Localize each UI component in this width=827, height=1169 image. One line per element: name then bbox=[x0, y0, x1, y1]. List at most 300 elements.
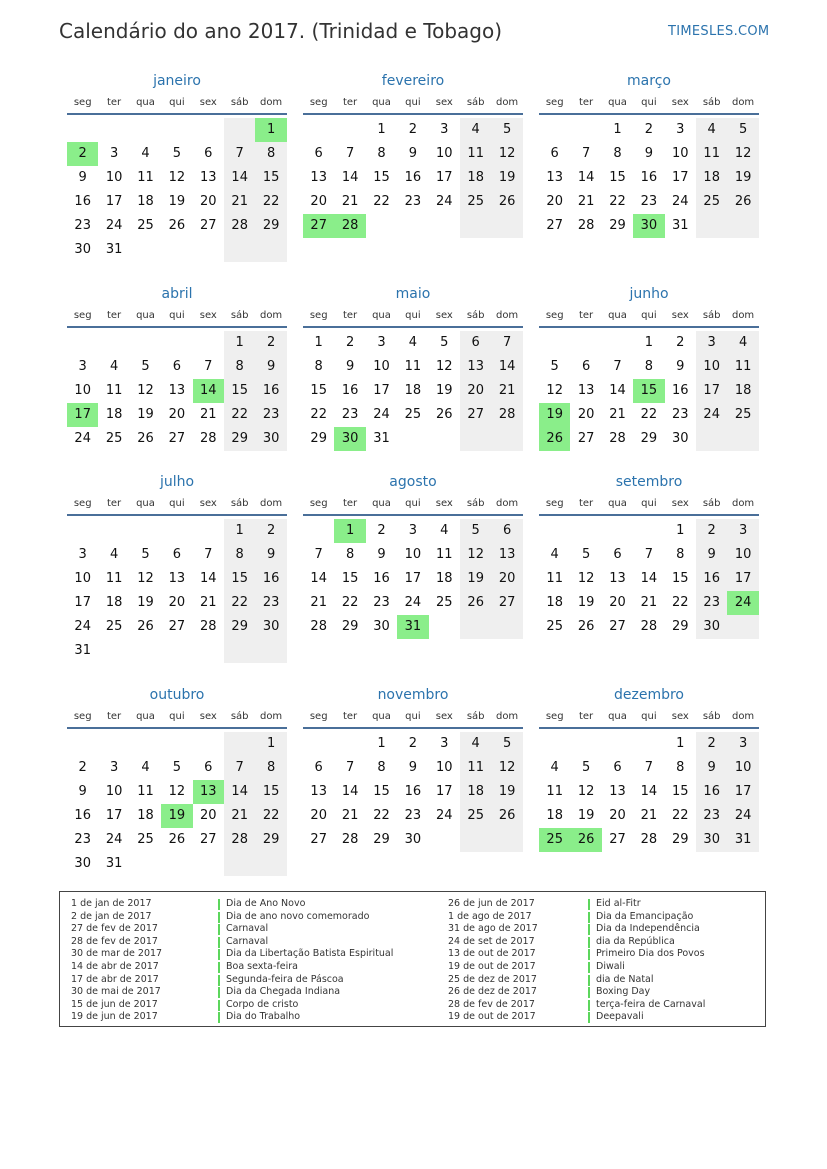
day-cell: 17 bbox=[436, 170, 453, 185]
day-cell: 5 bbox=[141, 547, 150, 562]
weekday-label: ter bbox=[342, 97, 358, 108]
legend-marker bbox=[218, 949, 220, 960]
day-cell: 29 bbox=[609, 218, 626, 233]
day-cell: 12 bbox=[577, 571, 595, 586]
legend-date: 1 de ago de 2017 bbox=[448, 910, 532, 922]
day-cell: 20 bbox=[491, 567, 522, 591]
day-cell: 7 bbox=[224, 142, 255, 166]
day-cell: 17 bbox=[727, 567, 758, 591]
day-cell: 14 bbox=[341, 784, 359, 799]
weekday-header bbox=[539, 310, 759, 324]
day-cell: 3 bbox=[78, 547, 87, 562]
day-cell: 24 bbox=[373, 407, 390, 422]
day-cell: 9 bbox=[408, 760, 418, 775]
header-rule bbox=[539, 727, 759, 729]
legend-holiday-name: Dia da Chegada Indiana bbox=[226, 986, 341, 998]
empty-weekend-cell bbox=[460, 214, 491, 238]
legend-marker bbox=[588, 924, 590, 935]
day-cell: 24 bbox=[727, 804, 758, 828]
legend-holiday-name: Eid al-Fitr bbox=[596, 898, 641, 909]
weekday-label: qui bbox=[405, 498, 421, 509]
day-cell: 25 bbox=[137, 832, 154, 847]
day-cell: 5 bbox=[581, 547, 591, 562]
weekday-label: sex bbox=[671, 498, 689, 509]
day-cell: 5 bbox=[491, 118, 522, 142]
day-cell: 23 bbox=[672, 407, 689, 422]
day-cell: 7 bbox=[581, 146, 591, 161]
legend-marker bbox=[218, 975, 220, 986]
day-cell: 3 bbox=[78, 359, 87, 374]
day-cell: 30 bbox=[404, 832, 422, 847]
day-cell: 14 bbox=[341, 170, 359, 185]
day-cell: 15 bbox=[224, 567, 255, 591]
day-cell: 30 bbox=[373, 619, 390, 634]
day-cell: 3 bbox=[440, 122, 449, 137]
day-cell: 6 bbox=[314, 760, 323, 775]
empty-weekend-cell bbox=[255, 852, 286, 876]
day-cell: 19 bbox=[137, 595, 154, 610]
header-rule bbox=[539, 326, 759, 328]
day-cell: 20 bbox=[609, 595, 626, 610]
weekday-label: dom bbox=[731, 310, 755, 321]
day-cell: 28 bbox=[491, 403, 522, 427]
day-cell: 2 bbox=[408, 122, 418, 137]
day-cell: 20 bbox=[609, 808, 626, 823]
day-cell: 21 bbox=[640, 808, 658, 823]
day-cell: 25 bbox=[696, 190, 727, 214]
weekday-label: sáb bbox=[466, 498, 485, 509]
day-cell: 7 bbox=[204, 547, 213, 562]
legend-marker bbox=[218, 924, 220, 935]
day-cell: 9 bbox=[696, 543, 727, 567]
weekday-label: sáb bbox=[466, 310, 485, 321]
day-cell: 18 bbox=[460, 780, 491, 804]
day-cell: 26 bbox=[727, 190, 758, 214]
weekday-label: ter bbox=[342, 498, 358, 509]
legend-marker bbox=[218, 987, 220, 998]
day-cell: 13 bbox=[546, 170, 563, 185]
day-cell: 1 bbox=[334, 519, 365, 543]
day-cell: 7 bbox=[224, 756, 255, 780]
day-cell: 14 bbox=[224, 166, 255, 190]
day-cell: 4 bbox=[727, 331, 758, 355]
day-cell: 20 bbox=[310, 808, 327, 823]
day-cell: 15 bbox=[609, 170, 626, 185]
weekday-label: dom bbox=[731, 711, 755, 722]
day-cell: 5 bbox=[727, 118, 758, 142]
empty-weekend-cell bbox=[491, 427, 522, 451]
legend-date: 27 de fev de 2017 bbox=[71, 923, 158, 935]
day-cell: 9 bbox=[676, 359, 685, 374]
weekday-label: ter bbox=[106, 97, 122, 108]
day-cell: 13 bbox=[577, 383, 595, 398]
month-name: novembro bbox=[377, 687, 449, 703]
legend-marker bbox=[588, 912, 590, 923]
day-cell: 21 bbox=[577, 194, 595, 209]
day-cell: 15 bbox=[672, 784, 689, 799]
day-cell: 18 bbox=[546, 808, 563, 823]
legend-date: 26 de dez de 2017 bbox=[448, 986, 537, 998]
day-cell: 21 bbox=[640, 595, 658, 610]
weekday-label: dom bbox=[259, 711, 283, 722]
day-cell: 26 bbox=[577, 619, 595, 634]
weekday-label: seg bbox=[309, 711, 328, 722]
legend-date: 19 de out de 2017 bbox=[448, 1011, 536, 1023]
legend-date: 15 de jun de 2017 bbox=[71, 998, 158, 1010]
day-cell: 22 bbox=[373, 194, 390, 209]
day-cell: 24 bbox=[727, 591, 758, 615]
brand-link[interactable]: TIMESLES.COM bbox=[668, 24, 770, 39]
weekday-label: dom bbox=[495, 310, 519, 321]
weekday-label: sáb bbox=[702, 310, 721, 321]
day-cell: 15 bbox=[255, 166, 286, 190]
weekday-label: seg bbox=[309, 97, 328, 108]
day-cell: 1 bbox=[224, 331, 255, 355]
day-cell: 22 bbox=[224, 591, 255, 615]
weekday-label: sáb bbox=[230, 498, 249, 509]
weekday-label: ter bbox=[342, 310, 358, 321]
day-cell: 14 bbox=[310, 571, 327, 586]
weekday-label: seg bbox=[545, 310, 564, 321]
day-cell: 9 bbox=[78, 170, 87, 185]
legend-marker bbox=[218, 899, 220, 910]
header-rule bbox=[67, 514, 287, 516]
weekday-header bbox=[303, 97, 523, 111]
day-cell: 8 bbox=[314, 359, 323, 374]
day-cell: 15 bbox=[255, 780, 286, 804]
weekday-label: sáb bbox=[466, 711, 485, 722]
legend-date: 30 de mai de 2017 bbox=[71, 986, 161, 998]
day-cell: 2 bbox=[696, 519, 727, 543]
day-cell: 29 bbox=[341, 619, 359, 634]
day-cell: 1 bbox=[613, 122, 622, 137]
day-cell: 2 bbox=[345, 335, 355, 350]
day-cell: 9 bbox=[78, 784, 87, 799]
day-cell: 27 bbox=[546, 218, 563, 233]
day-cell: 24 bbox=[74, 619, 91, 634]
day-cell: 12 bbox=[727, 142, 758, 166]
day-cell: 8 bbox=[224, 355, 255, 379]
day-cell: 21 bbox=[310, 595, 327, 610]
weekday-label: seg bbox=[73, 310, 92, 321]
day-cell: 13 bbox=[491, 543, 522, 567]
weekday-label: seg bbox=[545, 711, 564, 722]
weekday-label: sex bbox=[435, 97, 453, 108]
day-cell: 27 bbox=[168, 431, 186, 446]
day-cell: 8 bbox=[644, 359, 654, 374]
day-cell: 26 bbox=[168, 832, 186, 847]
day-cell: 7 bbox=[613, 359, 622, 374]
day-cell: 11 bbox=[546, 571, 563, 586]
day-cell: 16 bbox=[640, 170, 658, 185]
legend-date: 24 de set de 2017 bbox=[448, 935, 535, 947]
day-cell: 12 bbox=[168, 170, 186, 185]
month-name: agosto bbox=[389, 474, 437, 490]
legend-marker bbox=[588, 987, 590, 998]
day-cell: 12 bbox=[436, 359, 453, 374]
day-cell: 9 bbox=[255, 543, 286, 567]
day-cell: 6 bbox=[314, 146, 323, 161]
weekday-label: seg bbox=[545, 498, 564, 509]
day-cell: 10 bbox=[105, 170, 123, 185]
day-cell: 22 bbox=[341, 595, 359, 610]
day-cell: 15 bbox=[373, 170, 390, 185]
day-cell: 3 bbox=[377, 335, 386, 350]
day-cell: 19 bbox=[577, 595, 595, 610]
day-cell: 26 bbox=[168, 218, 186, 233]
weekday-label: qui bbox=[641, 711, 657, 722]
day-cell: 21 bbox=[224, 804, 255, 828]
day-cell: 13 bbox=[193, 780, 224, 804]
day-cell: 15 bbox=[341, 571, 359, 586]
legend-holiday-name: Diwali bbox=[596, 961, 625, 972]
legend-date: 25 de dez de 2017 bbox=[448, 973, 537, 985]
weekday-label: sex bbox=[199, 711, 217, 722]
day-cell: 4 bbox=[141, 146, 150, 161]
day-cell: 28 bbox=[341, 832, 359, 847]
day-cell: 4 bbox=[460, 732, 491, 756]
day-cell: 20 bbox=[168, 595, 186, 610]
day-cell: 25 bbox=[105, 431, 123, 446]
day-cell: 9 bbox=[696, 756, 727, 780]
day-cell: 24 bbox=[672, 194, 689, 209]
day-cell: 20 bbox=[546, 194, 563, 209]
day-cell: 2 bbox=[676, 335, 685, 350]
legend-date: 1 de jan de 2017 bbox=[71, 898, 152, 909]
day-cell: 13 bbox=[200, 170, 217, 185]
weekday-label: seg bbox=[73, 498, 92, 509]
day-cell: 10 bbox=[373, 359, 390, 374]
day-cell: 16 bbox=[404, 170, 422, 185]
day-cell: 6 bbox=[613, 547, 622, 562]
day-cell: 25 bbox=[404, 407, 422, 422]
day-cell: 15 bbox=[672, 571, 689, 586]
weekday-label: sex bbox=[671, 97, 689, 108]
weekday-label: dom bbox=[259, 97, 283, 108]
day-cell: 30 bbox=[696, 828, 727, 852]
day-cell: 27 bbox=[460, 403, 491, 427]
day-cell: 18 bbox=[105, 407, 123, 422]
day-cell: 27 bbox=[303, 214, 334, 238]
day-cell: 4 bbox=[696, 118, 727, 142]
weekday-label: dom bbox=[495, 498, 519, 509]
legend-holiday-name: Boxing Day bbox=[596, 986, 651, 998]
empty-weekend-cell bbox=[460, 427, 491, 451]
day-cell: 18 bbox=[460, 166, 491, 190]
day-cell: 5 bbox=[440, 335, 449, 350]
day-cell: 19 bbox=[491, 780, 522, 804]
day-cell: 12 bbox=[491, 756, 522, 780]
day-cell: 6 bbox=[550, 146, 559, 161]
weekday-label: seg bbox=[309, 310, 328, 321]
weekday-header bbox=[67, 498, 287, 512]
day-cell: 12 bbox=[460, 543, 491, 567]
day-cell: 27 bbox=[491, 591, 522, 615]
day-cell: 4 bbox=[440, 523, 449, 538]
legend-holiday-name: Deepavali bbox=[596, 1011, 644, 1023]
day-cell: 9 bbox=[377, 547, 386, 562]
day-cell: 2 bbox=[78, 760, 87, 775]
legend-holiday-name: Dia da Emancipação bbox=[596, 910, 694, 922]
month-name: setembro bbox=[615, 474, 683, 490]
legend-marker bbox=[588, 899, 590, 910]
day-cell: 19 bbox=[539, 403, 570, 427]
weekday-label: sáb bbox=[702, 711, 721, 722]
weekday-label: qua bbox=[372, 711, 391, 722]
day-cell: 11 bbox=[404, 359, 422, 374]
day-cell: 16 bbox=[255, 567, 286, 591]
day-cell: 29 bbox=[310, 431, 327, 446]
weekday-label: seg bbox=[309, 498, 328, 509]
month-name: abril bbox=[161, 286, 193, 302]
weekday-label: qua bbox=[136, 97, 155, 108]
day-cell: 23 bbox=[74, 832, 91, 847]
weekday-header bbox=[67, 711, 287, 725]
empty-weekend-cell bbox=[491, 828, 522, 852]
day-cell: 5 bbox=[581, 760, 591, 775]
day-cell: 17 bbox=[105, 808, 123, 823]
day-cell: 18 bbox=[696, 166, 727, 190]
day-cell: 24 bbox=[105, 218, 123, 233]
day-cell: 16 bbox=[74, 808, 91, 823]
day-cell: 14 bbox=[609, 383, 626, 398]
legend-holiday-name: Dia de ano novo comemorado bbox=[226, 910, 370, 922]
legend-marker bbox=[218, 962, 220, 973]
day-cell: 5 bbox=[172, 146, 182, 161]
day-cell: 23 bbox=[404, 194, 422, 209]
day-cell: 30 bbox=[696, 615, 727, 639]
legend-date: 31 de ago de 2017 bbox=[448, 923, 538, 935]
weekday-label: qui bbox=[405, 97, 421, 108]
weekday-label: sáb bbox=[702, 498, 721, 509]
weekday-label: qua bbox=[136, 498, 155, 509]
weekday-label: qua bbox=[372, 310, 391, 321]
weekday-label: qui bbox=[641, 498, 657, 509]
day-cell: 11 bbox=[727, 355, 758, 379]
day-cell: 19 bbox=[577, 808, 595, 823]
empty-weekend-cell bbox=[255, 639, 286, 663]
day-cell: 17 bbox=[74, 595, 91, 610]
day-cell: 28 bbox=[224, 828, 255, 852]
day-cell: 31 bbox=[397, 615, 428, 639]
day-cell: 11 bbox=[460, 756, 491, 780]
day-cell: 12 bbox=[491, 142, 522, 166]
page-title: Calendário do ano 2017. (Trinidad e Tobago) bbox=[59, 19, 503, 43]
day-cell: 24 bbox=[404, 595, 422, 610]
weekday-label: dom bbox=[259, 310, 283, 321]
day-cell: 26 bbox=[436, 407, 453, 422]
day-cell: 27 bbox=[609, 619, 626, 634]
weekday-header bbox=[303, 498, 523, 512]
day-cell: 3 bbox=[408, 523, 418, 538]
day-cell: 24 bbox=[436, 194, 453, 209]
empty-weekend-cell bbox=[727, 214, 758, 238]
day-cell: 9 bbox=[255, 355, 286, 379]
day-cell: 23 bbox=[404, 808, 422, 823]
day-cell: 6 bbox=[172, 359, 182, 374]
weekday-label: seg bbox=[73, 97, 92, 108]
day-cell: 22 bbox=[640, 407, 658, 422]
day-cell: 8 bbox=[345, 547, 355, 562]
day-cell: 28 bbox=[334, 214, 365, 238]
day-cell: 23 bbox=[640, 194, 658, 209]
day-cell: 27 bbox=[577, 431, 595, 446]
day-cell: 31 bbox=[727, 828, 758, 852]
day-cell: 28 bbox=[640, 832, 658, 847]
day-cell: 8 bbox=[613, 146, 622, 161]
day-cell: 7 bbox=[345, 146, 355, 161]
day-cell: 14 bbox=[491, 355, 522, 379]
day-cell: 19 bbox=[168, 194, 186, 209]
day-cell: 27 bbox=[310, 832, 327, 847]
weekday-header bbox=[303, 711, 523, 725]
weekday-label: ter bbox=[578, 711, 594, 722]
day-cell: 30 bbox=[255, 427, 286, 451]
day-cell: 10 bbox=[727, 756, 758, 780]
legend-date: 17 de abr de 2017 bbox=[71, 973, 159, 985]
day-cell: 28 bbox=[200, 431, 217, 446]
weekday-header bbox=[539, 498, 759, 512]
weekday-label: dom bbox=[731, 97, 755, 108]
month-name: outubro bbox=[149, 687, 205, 703]
day-cell: 20 bbox=[577, 407, 595, 422]
day-cell: 22 bbox=[672, 808, 689, 823]
day-cell: 7 bbox=[491, 331, 522, 355]
day-cell: 27 bbox=[168, 619, 186, 634]
day-cell: 30 bbox=[74, 242, 91, 257]
day-cell: 17 bbox=[696, 379, 727, 403]
month-name: junho bbox=[629, 286, 669, 302]
day-cell: 29 bbox=[672, 832, 689, 847]
weekday-label: qui bbox=[169, 310, 185, 321]
day-cell: 15 bbox=[373, 784, 390, 799]
day-cell: 6 bbox=[581, 359, 591, 374]
legend-date: 30 de mar de 2017 bbox=[71, 948, 163, 960]
day-cell: 7 bbox=[644, 760, 654, 775]
weekday-label: qui bbox=[169, 498, 185, 509]
day-cell: 30 bbox=[672, 431, 689, 446]
day-cell: 21 bbox=[200, 595, 217, 610]
empty-weekend-cell bbox=[696, 214, 727, 238]
weekday-label: dom bbox=[259, 498, 283, 509]
weekday-label: ter bbox=[106, 711, 122, 722]
legend-marker bbox=[588, 1000, 590, 1011]
weekday-label: sáb bbox=[230, 711, 249, 722]
day-cell: 11 bbox=[546, 784, 563, 799]
day-cell: 25 bbox=[137, 218, 154, 233]
day-cell: 28 bbox=[609, 431, 626, 446]
day-cell: 24 bbox=[74, 431, 91, 446]
legend-holiday-name: Dia da Libertação Batista Espiritual bbox=[226, 948, 394, 960]
day-cell: 3 bbox=[440, 736, 449, 751]
day-cell: 10 bbox=[672, 146, 689, 161]
weekday-label: sáb bbox=[230, 97, 249, 108]
day-cell: 16 bbox=[672, 383, 689, 398]
day-cell: 16 bbox=[255, 379, 286, 403]
day-cell: 13 bbox=[168, 383, 186, 398]
day-cell: 10 bbox=[436, 146, 453, 161]
month-name: março bbox=[627, 73, 671, 89]
day-cell: 8 bbox=[676, 547, 685, 562]
day-cell: 15 bbox=[224, 379, 255, 403]
day-cell: 31 bbox=[105, 242, 123, 257]
day-cell: 28 bbox=[640, 619, 658, 634]
day-cell: 13 bbox=[310, 784, 327, 799]
day-cell: 1 bbox=[676, 523, 685, 538]
day-cell: 29 bbox=[255, 828, 286, 852]
day-cell: 7 bbox=[644, 547, 654, 562]
day-cell: 29 bbox=[255, 214, 286, 238]
